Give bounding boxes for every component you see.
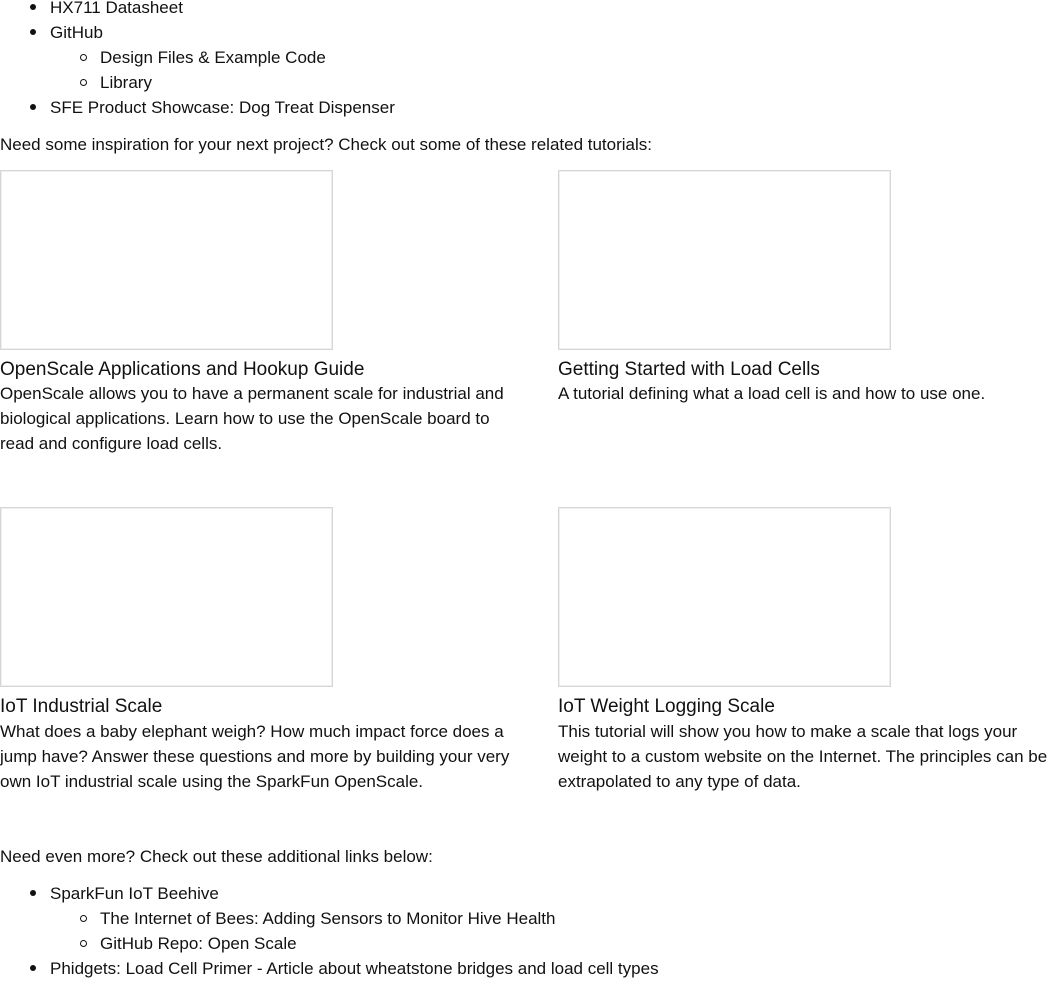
bullet-icon	[30, 4, 36, 10]
intro-paragraph: Need some inspiration for your next project? Check out some of these related tutorials:	[0, 135, 653, 154]
link-hx711-datasheet[interactable]: HX711 Datasheet	[50, 0, 183, 17]
circle-bullet-icon	[80, 915, 87, 922]
link-phidgets-load-cell-primer[interactable]: Phidgets: Load Cell Primer - Article about wheatstone bridges and load cell types	[50, 959, 659, 978]
more-links-paragraph: Need even more? Check out these additional links below:	[0, 847, 433, 866]
link-design-files[interactable]: Design Files & Example Code	[100, 48, 326, 67]
card-description: OpenScale allows you to have a permanent scale for industrial and biological applications. Learn how to use the OpenScale board to read and configure load cells.	[0, 384, 504, 453]
bullet-icon	[30, 29, 36, 35]
card-title[interactable]: OpenScale Applications and Hookup Guide	[0, 359, 365, 380]
link-github-repo-open-scale[interactable]: GitHub Repo: Open Scale	[100, 934, 297, 953]
link-iot-beehive[interactable]: SparkFun IoT Beehive	[50, 884, 219, 903]
card-title[interactable]: IoT Weight Logging Scale	[558, 696, 775, 717]
bullet-icon	[30, 104, 36, 110]
link-library[interactable]: Library	[100, 73, 152, 92]
card-title[interactable]: IoT Industrial Scale	[0, 696, 163, 717]
card-image[interactable]	[0, 507, 333, 687]
link-github[interactable]: GitHub	[50, 23, 103, 42]
card-image[interactable]	[558, 170, 891, 350]
link-internet-of-bees[interactable]: The Internet of Bees: Adding Sensors to Monitor Hive Health	[100, 909, 556, 928]
card-description: This tutorial will show you how to make a scale that logs your weight to a custom website on the Internet. The principles can be extrapolated to any type of data.	[558, 722, 1048, 791]
card-image[interactable]	[0, 170, 333, 350]
card-description: A tutorial defining what a load cell is and how to use one.	[558, 384, 986, 403]
circle-bullet-icon	[80, 940, 87, 947]
circle-bullet-icon	[80, 79, 87, 86]
bullet-icon	[30, 965, 36, 971]
card-description: What does a baby elephant weigh? How much impact force does a jump have? Answer these questions and more by building your very own IoT industrial scale using the SparkFun OpenScale.	[0, 722, 510, 791]
link-dog-treat-dispenser[interactable]: SFE Product Showcase: Dog Treat Dispenser	[50, 98, 395, 117]
card-title[interactable]: Getting Started with Load Cells	[558, 359, 820, 380]
circle-bullet-icon	[80, 54, 87, 61]
card-image[interactable]	[558, 507, 891, 687]
bullet-icon	[30, 890, 36, 896]
